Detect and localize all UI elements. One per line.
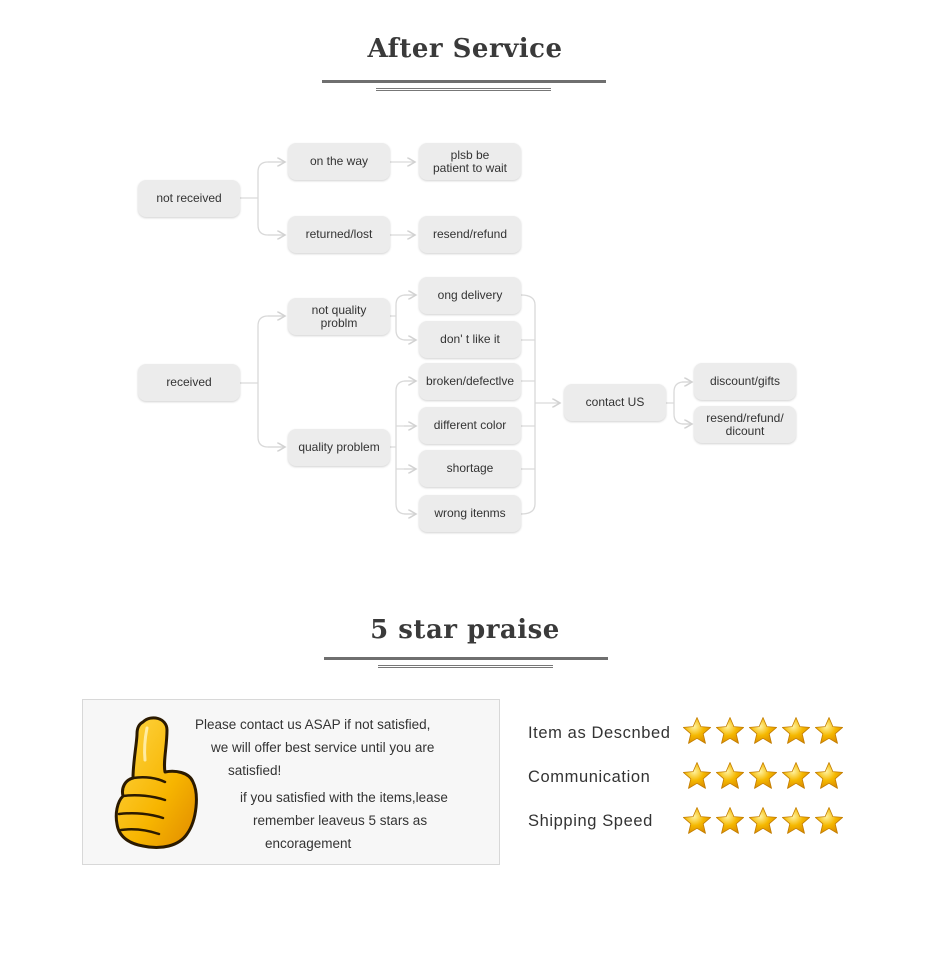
star-icon [682, 806, 712, 836]
message-line-3: satisfied! [228, 763, 282, 778]
star-icon [781, 761, 811, 791]
node-please-wait: plsb be patient to wait [419, 143, 521, 180]
thumbs-up-icon [113, 716, 201, 852]
star-icon [748, 806, 778, 836]
star-icon [814, 761, 844, 791]
node-dont-like: don' t like it [419, 321, 521, 358]
node-different-color: different color [419, 407, 521, 444]
node-shortage: shortage [419, 450, 521, 487]
star-icon [715, 806, 745, 836]
node-resend-refund: resend/refund [419, 216, 521, 253]
node-discount-gifts: discount/gifts [694, 363, 796, 400]
star-icon [715, 716, 745, 746]
after-service-title: After Service [367, 34, 563, 64]
star-icon [814, 716, 844, 746]
node-broken-defective: broken/defectlve [419, 363, 521, 400]
satisfaction-message-panel [82, 699, 500, 865]
star-icon [715, 761, 745, 791]
node-quality-problem: quality problem [288, 429, 390, 466]
node-on-the-way: on the way [288, 143, 390, 180]
star-icon [682, 761, 712, 791]
star-icon [682, 716, 712, 746]
node-returned-lost: returned/lost [288, 216, 390, 253]
message-line-6: encoragement [265, 836, 352, 851]
praise-title: 5 star praise [370, 615, 560, 645]
node-resend-refund-discount: resend/refund/ dicount [694, 406, 796, 443]
node-not-received: not received [138, 180, 240, 217]
rating-label-shipping-speed: Shipping Speed [528, 812, 653, 830]
star-icon [814, 806, 844, 836]
message-line-1: Please contact us ASAP if not satisfied, [195, 717, 431, 732]
star-icon [781, 806, 811, 836]
rating-label-communication: Communication [528, 768, 651, 786]
node-received: received [138, 364, 240, 401]
message-line-2: we will offer best service until you are [211, 740, 435, 755]
message-line-5: remember leaveus 5 stars as [253, 813, 428, 828]
star-icon [781, 716, 811, 746]
node-long-delivery: ong delivery [419, 277, 521, 314]
praise-underline-thin [378, 665, 553, 668]
star-icon [748, 716, 778, 746]
node-not-quality-problem: not quality problm [288, 298, 390, 335]
message-line-4: if you satisfied with the items,lease [240, 790, 448, 805]
rating-label-item-described: Item as Descnbed [528, 724, 671, 742]
node-contact-us: contact US [564, 384, 666, 421]
node-wrong-items: wrong itenms [419, 495, 521, 532]
star-icon [748, 761, 778, 791]
praise-underline [324, 657, 608, 660]
